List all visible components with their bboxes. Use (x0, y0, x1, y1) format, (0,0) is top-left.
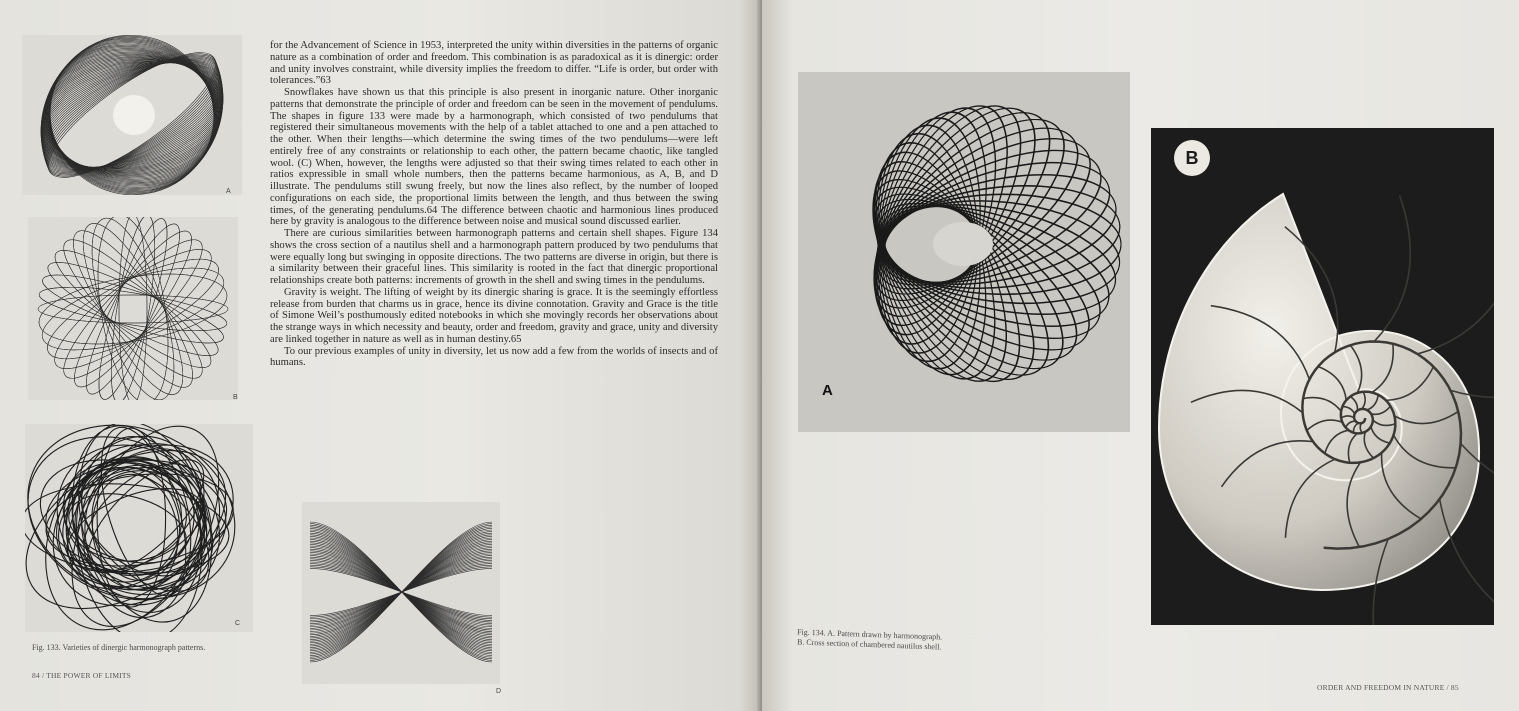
figure-133d (302, 502, 500, 684)
figure-133-caption: Fig. 133. Varieties of dinergic harmonograph patterns. (32, 643, 206, 652)
figure-133c (25, 424, 253, 632)
photo-b-label: B (1174, 140, 1210, 176)
paragraph-1: for the Advancement of Science in 1953, interpreted the unity within diversities in the patterns of organic nature as a combination of order and freedom. This combination is as paradoxical as it is dinergic: order and unity involves constraint, while diversity implies the freedom to differ. “Life is order, but order with tolerances.”63 (270, 40, 718, 87)
left-folio: 84 / THE POWER OF LIMITS (32, 671, 132, 680)
right-folio: ORDER AND FREEDOM IN NATURE / 85 (1317, 683, 1459, 692)
figure-letter-c: C (235, 620, 241, 627)
figure-letter-a: A (226, 188, 231, 195)
figure-134b-nautilus-shell (1151, 128, 1494, 625)
figure-134-caption-line-1: Fig. 134. A. Pattern drawn by harmonograph. (796, 627, 943, 642)
paragraph-3: There are curious similarities between harmonograph patterns and certain shell shapes. Figure 134 shows the cross section of a nautilus shell and a harmonograph pattern produced by two pendulums that were equally long but swinging in opposite directions. The two patterns are diverse in origin, but there is a similarity between their graceful lines. This similarity is rooted in the fact that dinergic proportional relationships create both patterns: increments of growth in the shell and swing times in the pendulums. (270, 228, 718, 286)
figure-letter-d: D (496, 688, 502, 695)
figure-134-caption-line-2: B. Cross section of chambered nautilus shell. (796, 637, 942, 652)
paragraph-2: Snowflakes have shown us that this principle is also present in inorganic nature. Other inorganic patterns that demonstrate the principle of order and freedom can be seen in the movement of pendulums. The shapes in figure 133 were made by a harmonograph, which consisted of two pendulums that registered their simultaneous movements with the help of a tablet attached to one and a pen attached to the other. When their lengths—which determine the swing times of the two pendulums—were left entirely free of any constraints or relationship to each other, the pattern became chaotic, like tangled wool. (C) When, however, the lengths were adjusted so that their swing times related to each other in ratios expressible in small whole numbers, then the patterns became harmonious, as A, B, and D illustrate. The pendulums still swung freely, but now the lines also reflect, by the number of looped configurations on each side, the proportional limits between the length, and thus between the swing times, of the generating pendulums.64 The difference between chaotic and harmonious lines produced here by gravity is analogous to the difference between noise and musical sound discussed earlier. (270, 87, 718, 228)
paragraph-5: To our previous examples of unity in diversity, let us now add a few from the worlds of insects and of humans. (270, 345, 718, 369)
figure-134a-harmonograph (798, 72, 1130, 432)
figure-133a (22, 35, 242, 195)
figure-133b (28, 217, 238, 400)
figure-letter-b: B (233, 394, 238, 401)
photo-a-label: A (822, 382, 833, 399)
paragraph-4: Gravity is weight. The lifting of weight by its dinergic sharing is grace. It is the seemingly effortless release from burden that charms us in grace, hence its divine connotation. Gravity and Grace is the title of Simone Weil’s posthumously edited notebooks in which she movingly records her observations about the strange ways in which necessity and beauty, order and freedom, gravity and grace, unity and diversity are linked together in nature as well as in human destiny.65 (270, 286, 718, 345)
body-text (270, 40, 718, 369)
